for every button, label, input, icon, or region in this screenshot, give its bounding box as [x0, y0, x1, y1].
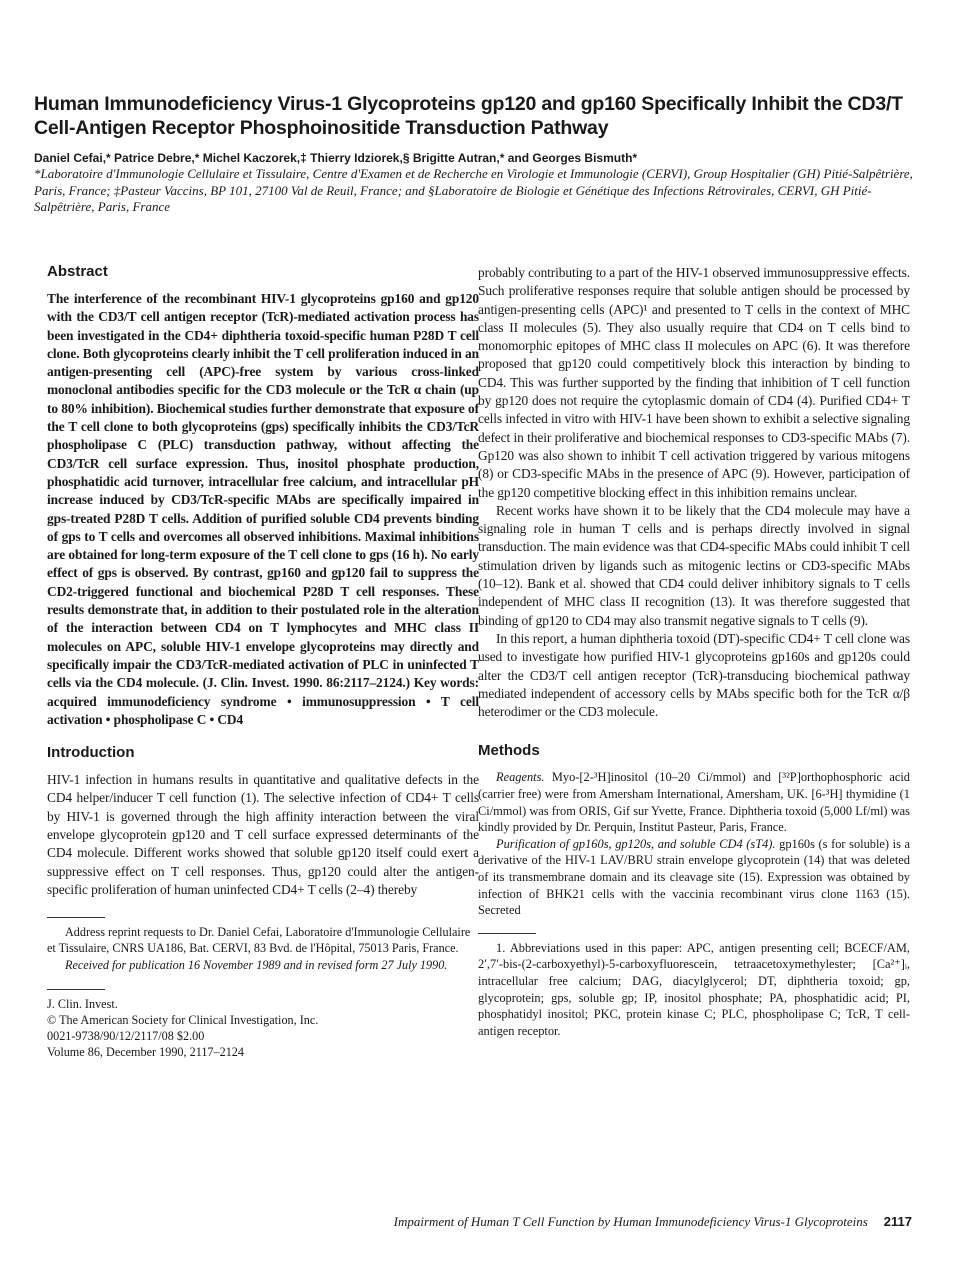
- footnote-abbreviations: 1. Abbreviations used in this paper: APC, antigen presenting cell; BCECF/AM, 2′,7′-bis-(2-carboxyethyl)-5-carboxyfluorescein, tetraacetoxymethylester; [Ca²⁺]ᵢ, intracellular free calcium; DAG, diacylglycerol; DT, diphtheria toxoid; gp, glycoprotein; gps, soluble gp; IP, inositol phosphate; PA, phosphatidic acid; PI, phosphatidyl inositol; PKC, protein kinase C; PLC, phospholipase C; TcR, T cell-antigen receptor.: [478, 940, 910, 1038]
- correspondence-rule: [47, 917, 105, 918]
- methods-heading: Methods: [478, 742, 540, 760]
- article-title: Human Immunodeficiency Virus-1 Glycoproteins gp120 and gp160 Specifically Inhibit the CD3/T Cell-Antigen Receptor Phosphoinositide Transduction Pathway: [34, 93, 903, 139]
- intro-paragraph-3: In this report, a human diphtheria toxoid (DT)-specific CD4+ T cell clone was used to investigate how purified HIV-1 glycoproteins gp160s and gp120s could alter the CD3/T cell antigen receptor (TcR)-transducing biochemical pathway mediated independent of accessory cells by MAbs specific both for the TcR α/β heterodimer or the CD3 molecule.: [478, 630, 910, 720]
- journal-info-rule: [47, 989, 105, 990]
- right-column: [478, 264, 910, 1039]
- methods-purification: [478, 836, 910, 919]
- footnote-rule: [478, 933, 536, 934]
- author-list: Daniel Cefai,* Patrice Debre,* Michel Kaczorek,‡ Thierry Idziorek,§ Brigitte Autran,* and Georges Bismuth*: [34, 151, 638, 165]
- running-footer: [394, 1214, 912, 1230]
- page-number: 2117: [883, 1214, 912, 1229]
- journal-name: J. Clin. Invest.: [47, 996, 118, 1011]
- purification-label: Purification of gp160s, gp120s, and soluble CD4 (sT4).: [496, 836, 776, 851]
- copyright: © The American Society for Clinical Investigation, Inc.: [47, 1013, 319, 1028]
- running-title: Impairment of Human T Cell Function by Human Immunodeficiency Virus-1 Glycoproteins: [393, 1214, 868, 1229]
- affiliation: *Laboratoire d'Immunologie Cellulaire et Tissulaire, Centre d'Examen et de Recherche en Virologie et Immunologie (CERVI), Group Hospitalier (GH) Pitié-Salpêtrière, Paris, France; ‡Pasteur Vaccins, BP 101, 27100 Val de Reuil, France; and §Laboratoire de Biologie et Génétique des Infections Rétrovirales, CERVI, GH Pitié-Salpêtrière, Paris, France: [34, 166, 913, 214]
- correspondence-address: Address reprint requests to Dr. Daniel Cefai, Laboratoire d'Immunologie Cellulaire et Tissulaire, CNRS UA186, Bat. CERVI, 83 Bvd. de l'Hôpital, 75013 Paris, France.: [47, 925, 471, 956]
- methods-reagents: [478, 769, 910, 835]
- abstract-text: The interference of the recombinant HIV-1 glycoproteins gp160 and gp120 with the CD3/T cell antigen receptor (TcR)-mediated activation process has been investigated in the CD4+ diphtheria toxoid-specific human P28D T cell clone. Both glycoproteins clearly inhibit the T cell proliferation induced in an antigen-presenting cell (APC)-free system by various cross-linked monoclonal antibodies specific for the CD3 molecule or the TcR α chain (up to 80% inhibition). Biochemical studies further demonstrate that exposure of the T cell clone to both glycoproteins (gps) specifically inhibits the CD3/TcR phospholipase C (PLC) transduction pathway, without affecting the CD3/TcR cell surface expression. Thus, inositol phosphate production, phosphatidic acid turnover, intracellular free calcium, and intracellular pH increase induced by CD3/TcR-specific MAbs are specifically impaired in gps-treated P28D T cells. Addition of purified soluble CD4 prevents binding of gps to T cells and overcomes all observed inhibitions. Maximal inhibitions are obtained for long-term exposure of the T cell clone to gps (16 h). No early effect of gps is observed. By contrast, gp160 and gp120 fail to suppress the CD2-triggered functional and biochemical P28D T cell responses. These results demonstrate that, in addition to their postulated role in the alteration of the interaction between CD4 on T lymphocytes and MHC class II molecules on APC, soluble HIV-1 envelope glycoproteins may directly and specifically impair the CD3/TcR-mediated activation of PLC in uninfected T cells via the CD4 molecule. (J. Clin. Invest. 1990. 86:2117–2124.) Key words: acquired immunodeficiency syndrome • immunosuppression • T cell activation • phospholipase C • CD4: [47, 291, 479, 727]
- intro-paragraph-2: Recent works have shown it to be likely that the CD4 molecule may have a signaling role in human T cells and is perhaps directly involved in signal transduction. The main evidence was that CD4-specific MAbs could inhibit T cell stimulation driven by ligands such as mitogenic lectins or CD3-specific MAbs (10–12). Bank et al. showed that CD4 could deliver inhibitory signals to T cells independent of MHC class II recognition (13). It was therefore suggested that binding of gp120 to CD4 may also transmit negative signals to T cells (9).: [478, 502, 910, 628]
- introduction-heading: Introduction: [47, 744, 135, 762]
- received-date: Received for publication 16 November 1989 and in revised form 27 July 1990.: [65, 957, 448, 972]
- reagents-label: Reagents.: [496, 770, 545, 785]
- journal-info: [47, 989, 479, 1061]
- reagents-text: Myo-[2-³H]inositol (10–20 Ci/mmol) and [³²P]orthophosphoric acid (carrier free) were from Amersham International, Amersham, UK. [6-³H] thymidine (1 Ci/mmol) was from ORIS, Gif sur Yvette, France. Diphtheria toxoid (5,000 Lf/ml) was kindly provided by Dr. Perquin, Institut Pasteur, Paris, France.: [478, 770, 910, 835]
- volume-info: Volume 86, December 1990, 2117–2124: [47, 1045, 244, 1060]
- article-header: [34, 92, 914, 216]
- abstract-heading: Abstract: [47, 263, 108, 280]
- introduction-text: HIV-1 infection in humans results in quantitative and qualitative defects in the CD4 helper/inducer T cell function (1). The selective infection of CD4+ T cells by HIV-1 is governed through the high affinity interaction between the viral envelope glycoprotein gp120 and T cell surface expressed determinants of the CD4 molecule. Different works showed that soluble gp120 itself could exert a suppressive effect on T cell responses. Thus, gp120 could alter the antigen-specific proliferation of human uninfected CD4+ T cells (2–4) thereby: [47, 772, 479, 897]
- correspondence-block: [47, 917, 479, 973]
- intro-paragraph-1: probably contributing to a part of the HIV-1 observed immunosuppressive effects. Such proliferative responses require that soluble antigen should be processed by antigen-presenting cells (APC)¹ and presented to T cells in the context of MHC class II molecules (5). They also usually require that CD4 on T cells bind to monomorphic epitopes of MHC class II molecules on APC (6). It was therefore proposed that gp120 could competitively block this interaction by binding to CD4. This was further supported by the finding that inhibition of T cell function by gp120 does not require the cytoplasmic domain of CD4 (4). Purified CD4+ T cells infected in vitro with HIV-1 have been shown to exhibit a selective signaling defect in their proliferative and biochemical responses to CD3-specific MAbs (7). Gp120 was also shown to inhibit T cell activation triggered by various mitogens (8) or CD3-specific MAbs in the presence of APC (9). However, participation of the gp120 competitive blocking effect in this inhibition remains unclear.: [478, 265, 910, 500]
- left-column: [47, 262, 479, 1061]
- issn: 0021-9738/90/12/2117/08 $2.00: [47, 1029, 205, 1044]
- footnote-block: [478, 933, 910, 1040]
- purification-text: gp160s (s for soluble) is a derivative of the HIV-1 LAV/BRU strain envelope glycoprotein (14) that was deleted of its transmembrane domain and its cleavage site (15). Expression was obtained by infection of BHK21 cells with the vaccinia recombinant virus clone 1163 (15). Secreted: [478, 836, 910, 918]
